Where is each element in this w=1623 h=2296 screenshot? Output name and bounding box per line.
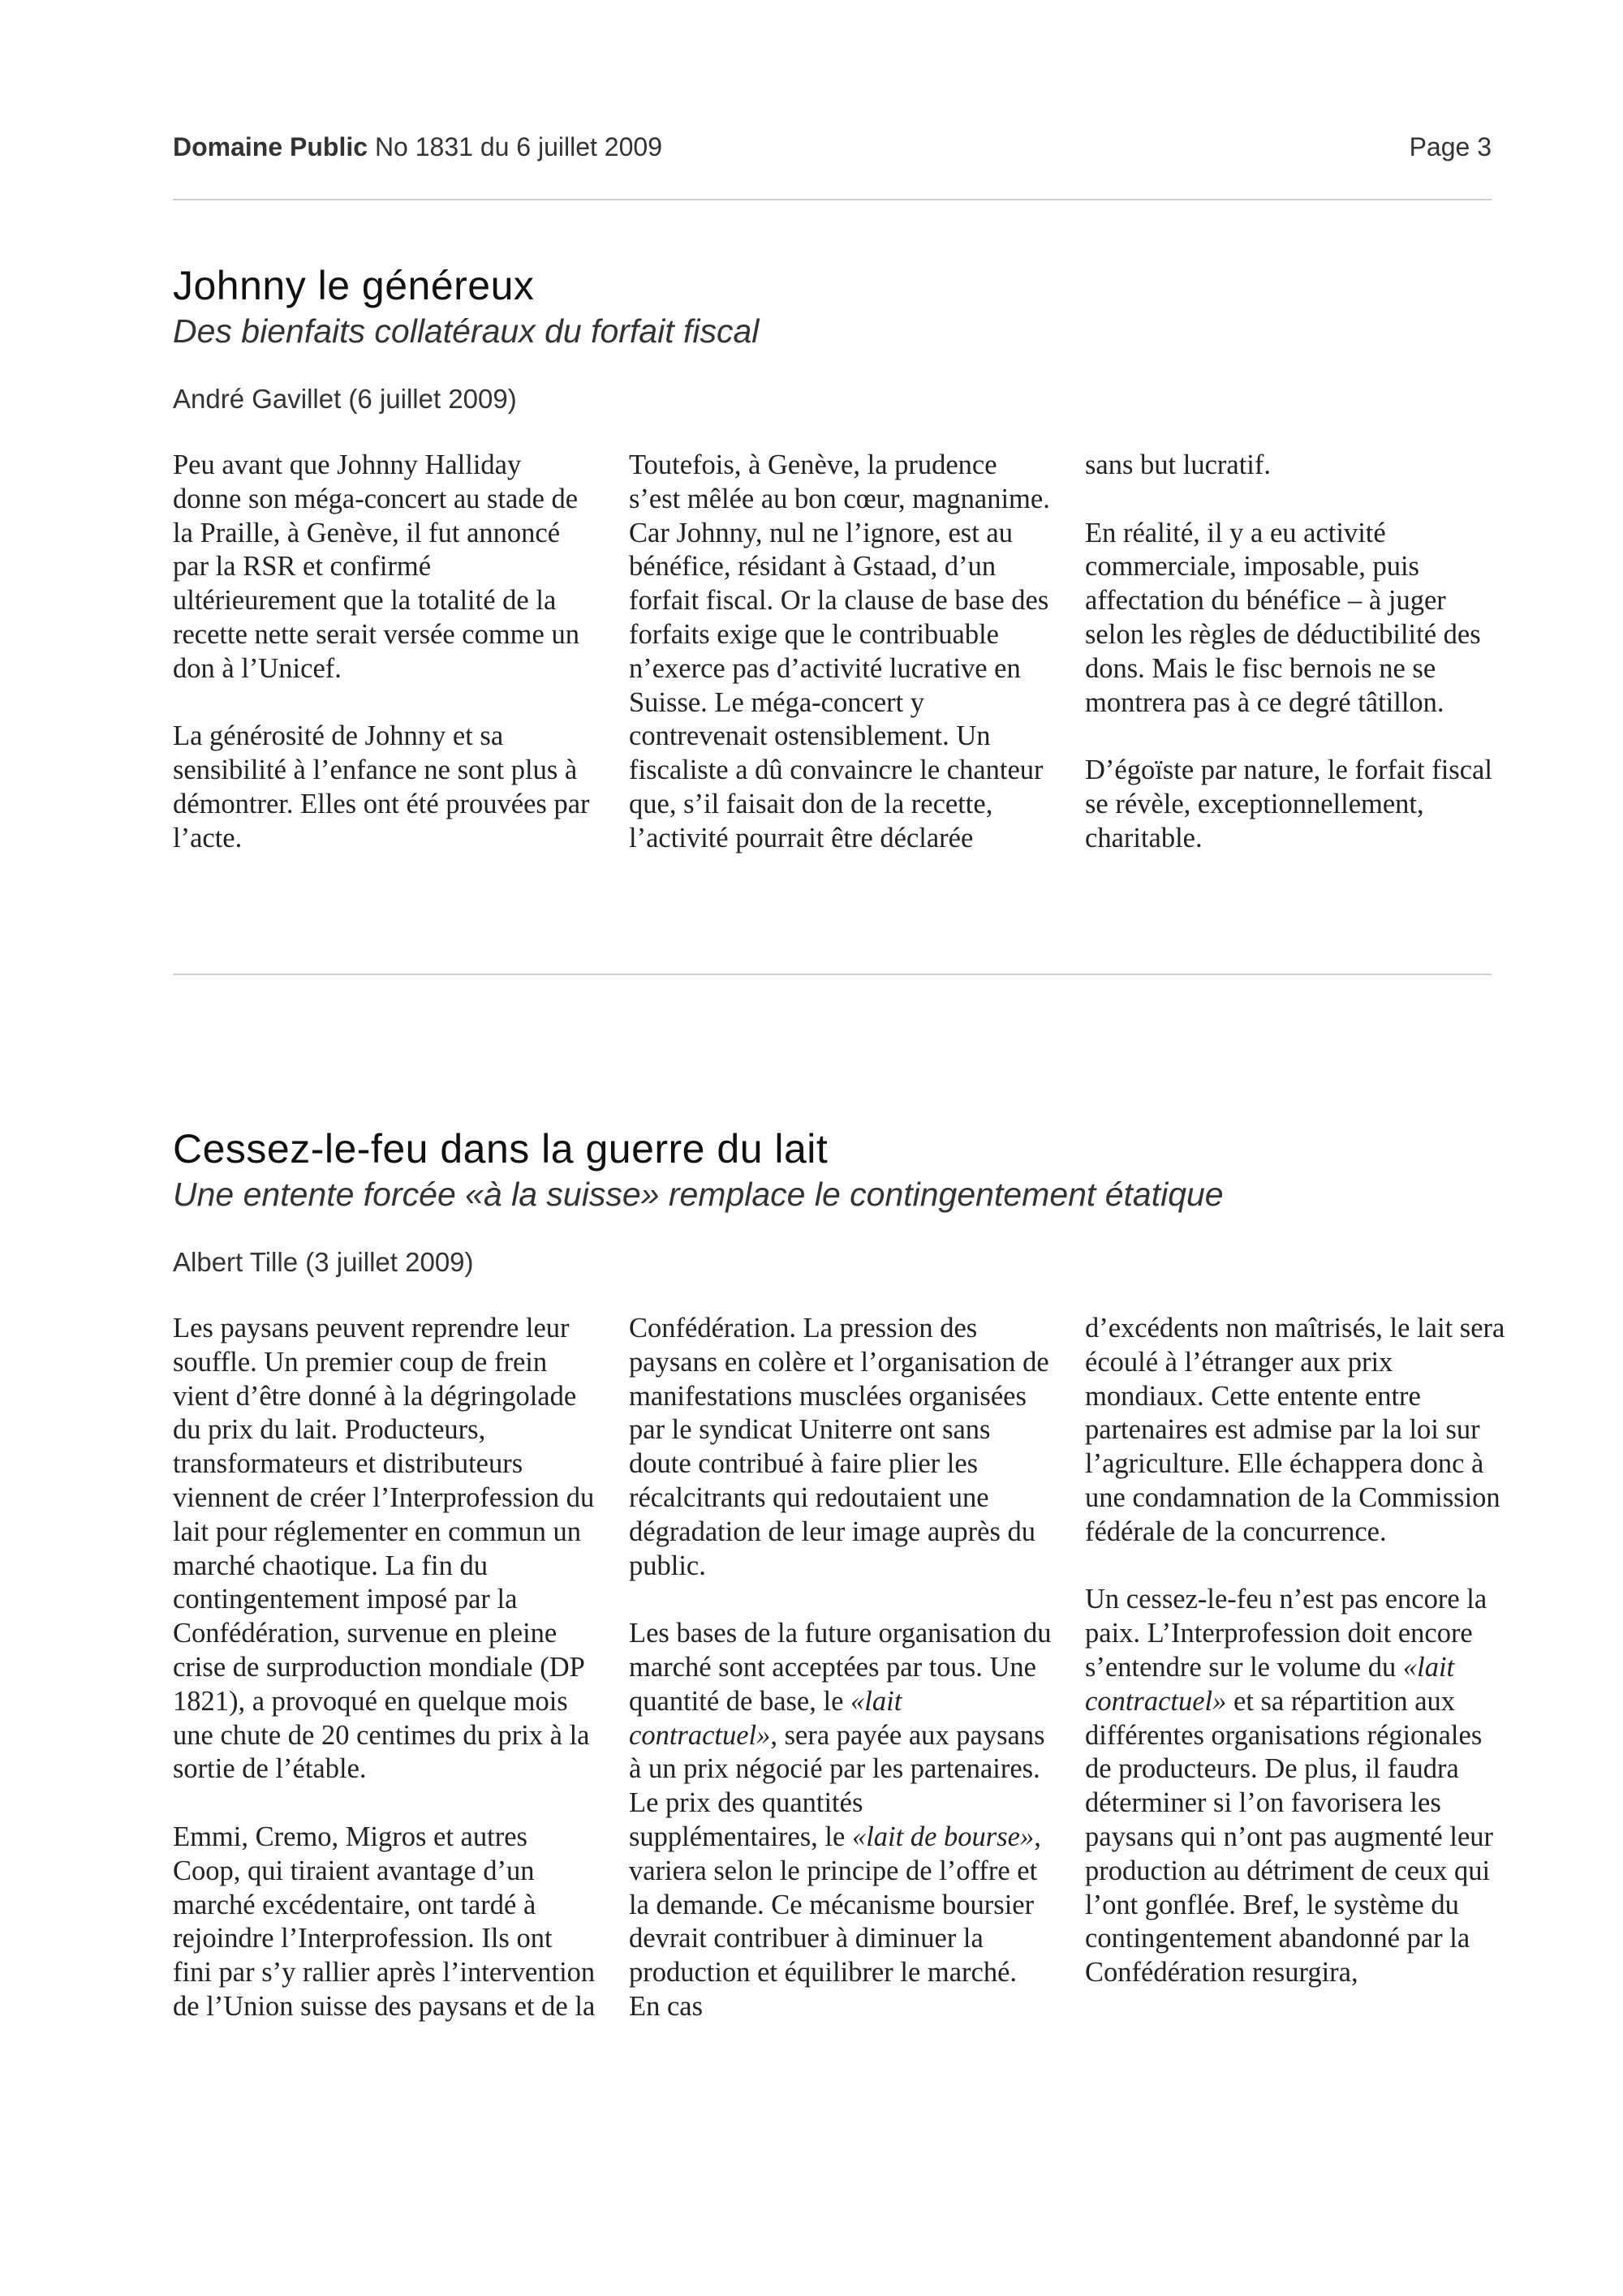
paragraph: En réalité, il y a eu activité commerciale, imposable, puis affectation du bénéfice – à juger selon les règles de déductibilité des dons. Mais le fisc bernois ne se montrera pas à ce degré tâtillon. (1085, 517, 1481, 718)
publication-name: Domaine Public (173, 132, 368, 161)
paragraph: La générosité de Johnny et sa sensibilité à l’enfance ne sont plus à démontrer. Elles ont été prouvées par l’acte. (173, 720, 590, 853)
article-byline: André Gavillet (6 juillet 2009) (173, 384, 517, 414)
text-run: et sa répartition aux différentes organisations régionales de producteurs. De plus, il faudra déterminer si l’on favorisera les paysans qui n’ont pas augmenté leur production au détriment de ceux qui l’ont gonflée. Bref, le système du contingentement abandonné par la Confédération resurgira, (1085, 1685, 1493, 1989)
text-column-1 (173, 449, 596, 856)
emphasis-lait-de-bourse: «lait de bourse» (851, 1821, 1035, 1852)
paragraph: d’excédents non maîtrisés, le lait sera écoulé à l’étranger aux prix mondiaux. Cette entente entre partenaires est admise par la loi sur l’agriculture. Elle échappera donc à une condamnation de la Commission fédérale de la concurrence. (1085, 1313, 1505, 1547)
paragraph: D’égoïste par nature, le forfait fiscal se révèle, exceptionnellement, charitable. (1085, 755, 1492, 853)
paragraph: sans but lucratif. (1085, 449, 1271, 480)
text-column-2 (629, 449, 1053, 856)
text-run: , sera payée aux paysans à un prix négocié par les partenaires. Le prix des quantités supplémentaires, le (629, 1719, 1045, 1852)
text-column-3 (1085, 1312, 1509, 2024)
article-subtitle: Une entente forcée «à la suisse» remplace le contingentement étatique (173, 1176, 1224, 1213)
paragraph: Toutefois, à Genève, la prudence s’est mêlée au bon cœur, magnanime. Car Johnny, nul ne l’ignore, est au bénéfice, résidant à Gstaad, d’un forfait fiscal. Or la clause de base des forfaits exige que le contribuable n’exerce pas d’activité lucrative en Suisse. Le méga-concert y contrevenait ostensiblement. Un fiscaliste a dû convaincre le chanteur que, s’il faisait don de la recette, l’activité pourrait être déclarée (629, 449, 1050, 853)
article-byline: Albert Tille (3 juillet 2009) (173, 1247, 474, 1277)
text-column-1 (173, 1312, 596, 2024)
emphasis-lait-contractuel: «lait contractuel» (1085, 1651, 1455, 1717)
paragraph: Confédération. La pression des paysans en colère et l’organisation de manifestations musclées organisées par le syndicat Uniterre ont sans doute contribué à faire plier les récalcitrants qui redoutaient une dégradation de leur image auprès du public. (629, 1313, 1049, 1581)
text-run: Un cessez-le-feu n’est pas encore la paix. L’Interprofession doit encore s’entendre sur le volume du (1085, 1584, 1487, 1683)
text-column-2 (629, 1312, 1053, 2024)
page-header (173, 132, 1492, 165)
page-number: Page 3 (1409, 132, 1492, 161)
issue-info: No 1831 du 6 juillet 2009 (374, 132, 662, 161)
paragraph: Peu avant que Johnny Halliday donne son méga-concert au stade de la Praille, à Genève, il fut annoncé par la RSR et confirmé ultérieurement que la totalité de la recette nette serait versée comme un don à l’Unicef. (173, 449, 579, 684)
article-title: Cessez-le-feu dans la guerre du lait (173, 1126, 829, 1172)
text-run: Les bases de la future organisation du marché sont acceptées par tous. Une quantité de base, le (629, 1618, 1052, 1717)
paragraph (1085, 1583, 1509, 1990)
text-column-3 (1085, 449, 1509, 856)
article-subtitle: Des bienfaits collatéraux du forfait fiscal (173, 312, 760, 350)
text-run: , variera selon le principe de l’offre et la demande. Ce mécanisme boursier devrait contribuer à diminuer la production et équilibrer le marché. En cas (629, 1821, 1041, 2022)
paragraph: Emmi, Cremo, Migros et autres Coop, qui tiraient avantage d’un marché excédentaire, ont tardé à rejoindre l’Interprofession. Ils ont fini par s’y rallier après l’intervention de l’Union suisse des paysans et de la (173, 1821, 596, 2022)
paragraph (629, 1617, 1053, 2024)
emphasis-lait-contractuel: «lait contractuel» (629, 1685, 902, 1751)
article-columns (173, 1312, 1505, 2024)
article-johnny (173, 261, 1492, 856)
article-columns (173, 449, 1492, 856)
article-divider (173, 974, 1492, 975)
article-title: Johnny le généreux (173, 263, 535, 308)
header-divider (173, 199, 1492, 200)
paragraph: Les paysans peuvent reprendre leur souffle. Un premier coup de frein vient d’être donné à la dégringolade du prix du lait. Producteurs, transformateurs et distributeurs viennent de créer l’Interprofession du lait pour réglementer en commun un marché chaotique. La fin du contingentement imposé par la Confédération, survenue en pleine crise de surproduction mondiale (DP 1821), a provoqué en quelque mois une chute de 20 centimes du prix à la sortie de l’étable. (173, 1313, 595, 1785)
article-milk-war (173, 1124, 1505, 2024)
